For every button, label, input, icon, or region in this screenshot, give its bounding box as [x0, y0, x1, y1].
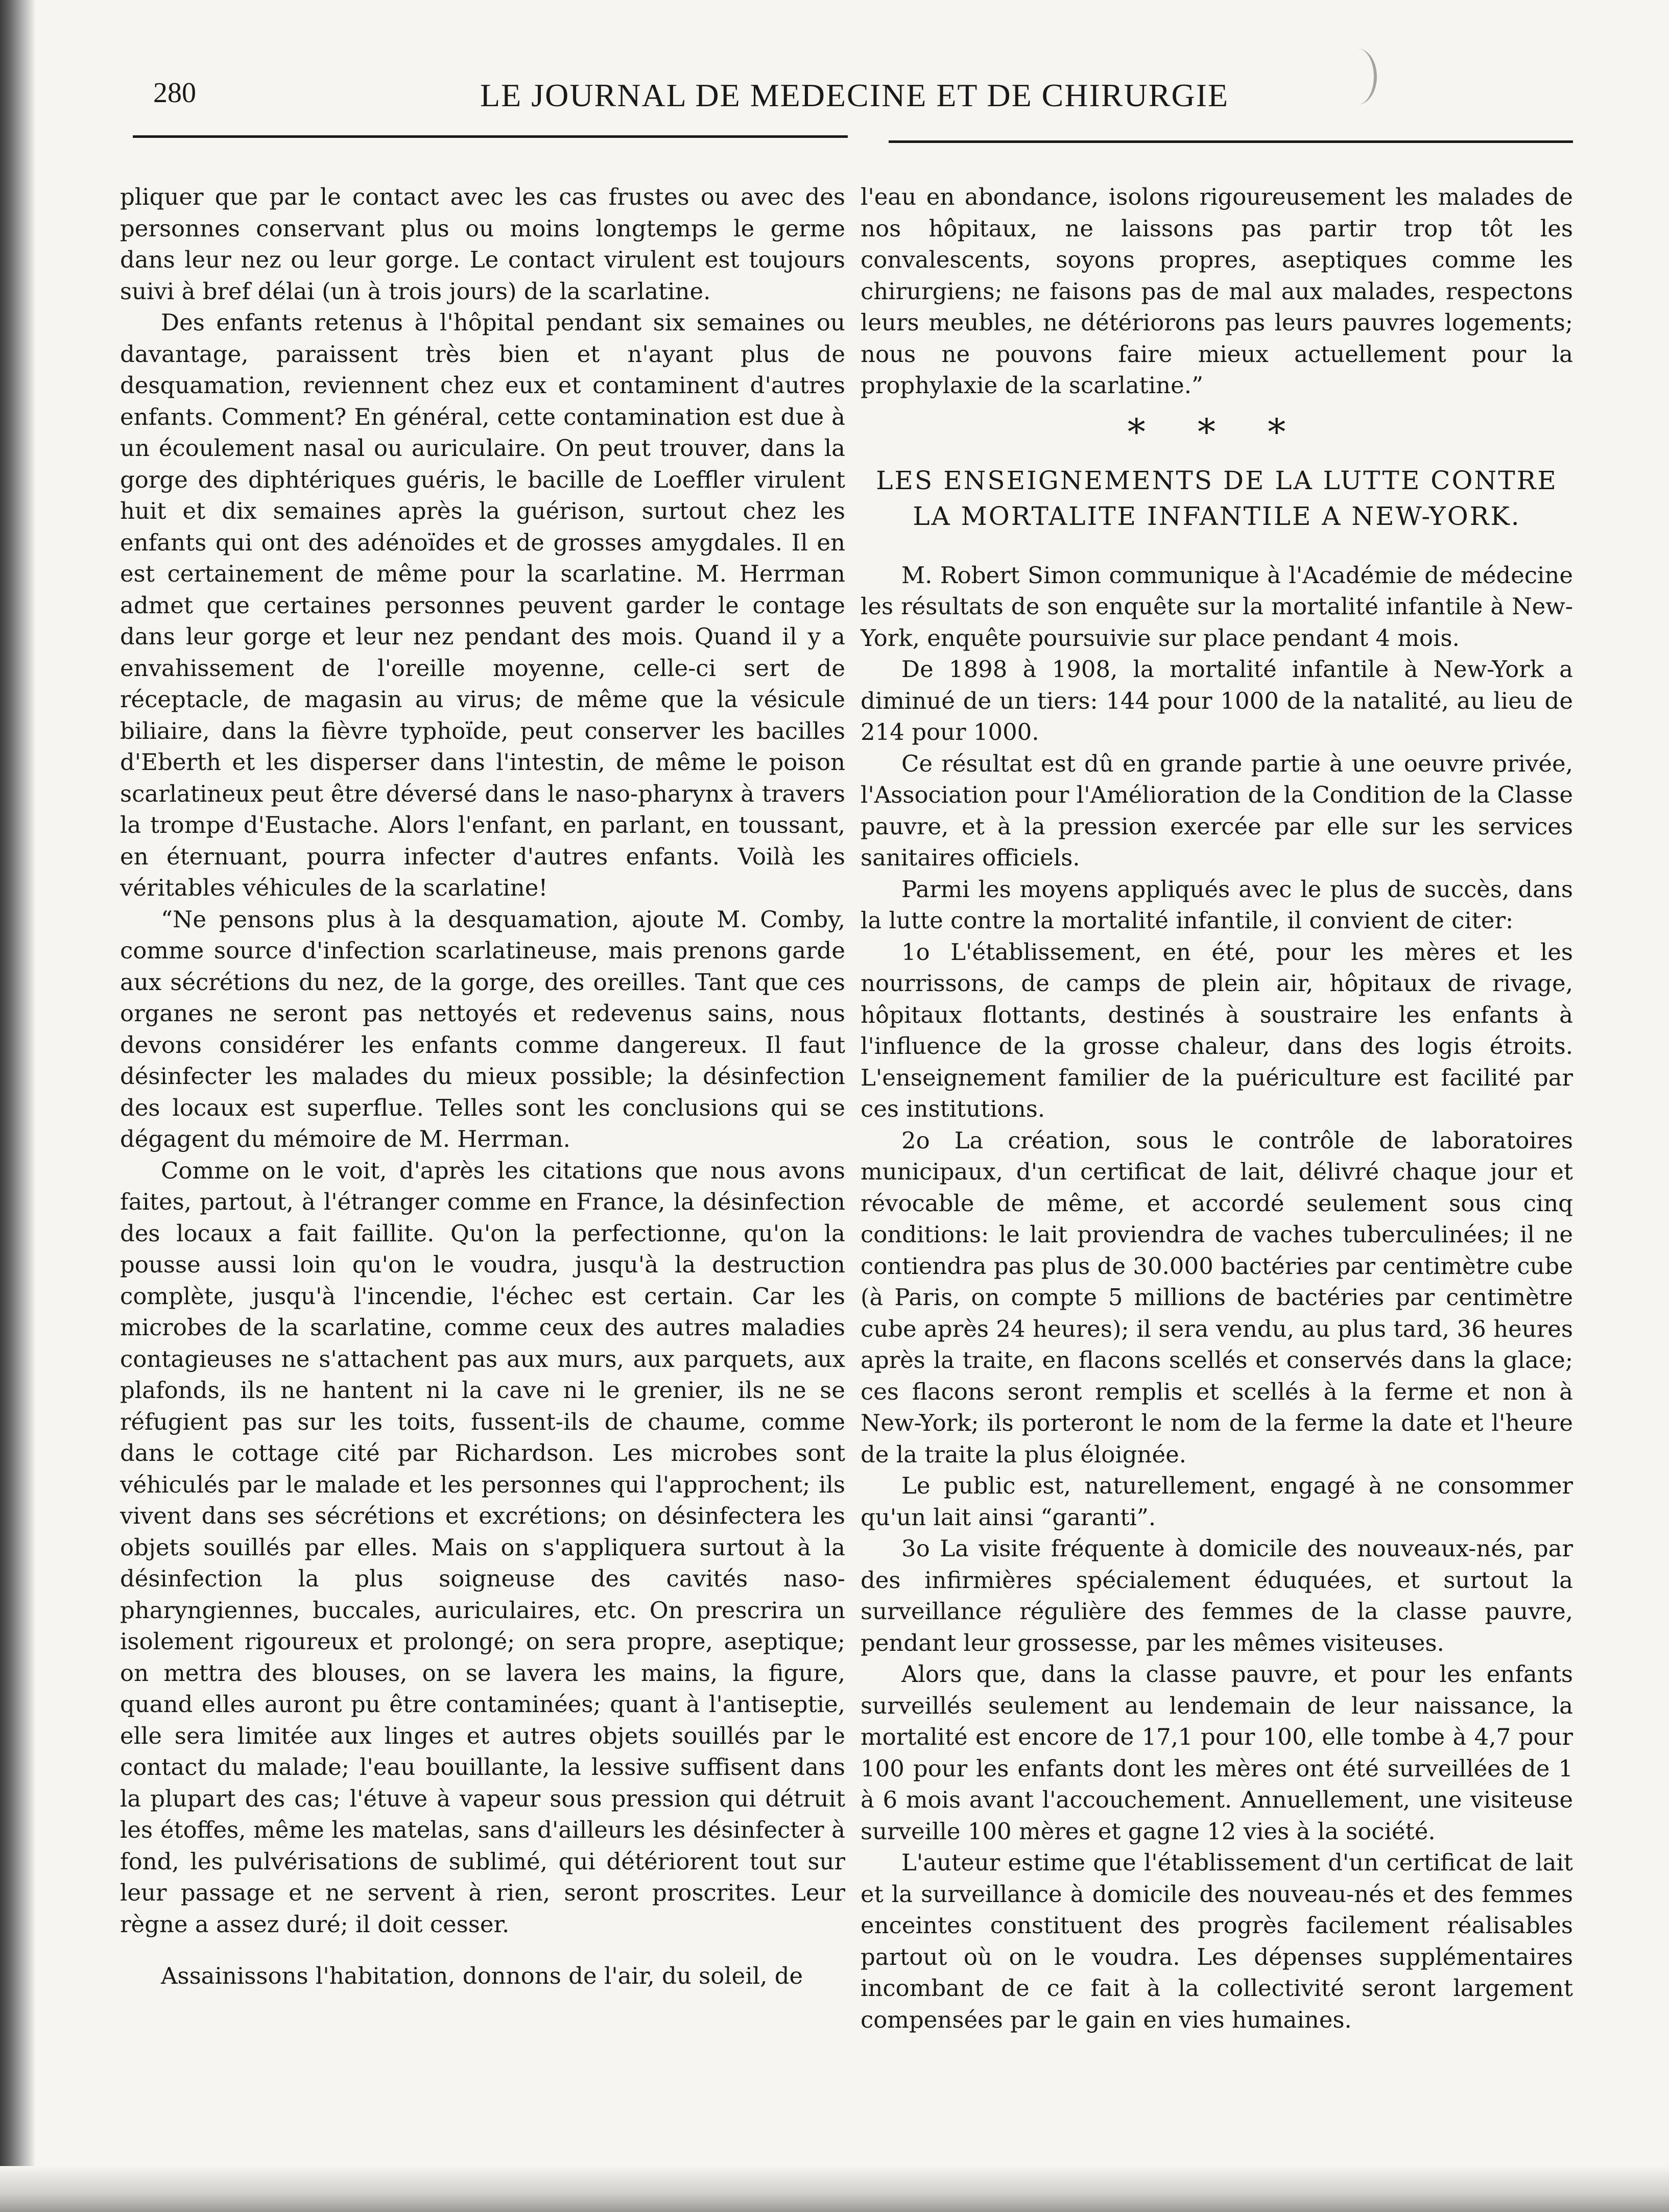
paragraph: Parmi les moyens appliqués avec le plus de succès, dans la lutte contre la mortalité infantile, il convient de citer: — [861, 875, 1573, 934]
paragraph: Alors que, dans la classe pauvre, et pour les enfants surveillés seulement au lendemain de leur naissance, la mortalité est encore de 17,1 pour 100, elle tombe à 4,7 pour 100 pour les enfants dont les mères ont été surveillées de 1 à 6 mois avant l'accouchement. Annuellement, une visiteuse surveille 100 mères et gagne 12 vies à la société. — [861, 1661, 1573, 1845]
left-column — [120, 181, 845, 1992]
paragraph: L'auteur estime que l'établissement d'un certificat de lait et la surveillance à domicile des nouveau-nés et des femmes enceintes constituent des progrès facilement réalisables partout où on le voudra. Les dépenses supplémentaires incombant de ce fait à la collectivité seront largement compensées par le gain en vies humaines. — [861, 1849, 1573, 2033]
paragraph: Comme on le voit, d'après les citations que nous avons faites, partout, à l'étranger comme en France, la désinfection des locaux a fait faillite. Qu'on la perfectionne, qu'on la pousse aussi loin qu'on le voudra, jusqu'à la destruction complète, jusqu'à l'incendie, l'échec est certain. Car les microbes de la scarlatine, comme ceux des autres maladies contagieuses ne s'attachent pas aux murs, aux parquets, aux plafonds, ils ne hantent ni la cave ni le grenier, ils ne se réfugient pas sur les toits, fussent-ils de chaume, comme dans le cottage cité par Richardson. Les microbes sont véhiculés par le malade et les personnes qui l'approchent; ils vivent dans ses sécrétions et excrétions; on désinfectera les objets souillés par elles. Mais on s'appliquera surtout à la désinfection la plus soigneuse des cavités naso-pharyngiennes, buccales, auriculaires, etc. On prescrira un isolement rigoureux et prolongé; on sera propre, aseptique; on mettra des blouses, on se lavera les mains, la figure, quand elles auront pu être contaminées; quant à l'antiseptie, elle sera limitée aux linges et autres objets souillés par le contact du malade; l'eau bouillante, la lessive suffisent dans la plupart des cas; l'étuve à vapeur sous pression qui détruit les étoffes, même les matelas, sans d'ailleurs les désinfecter à fond, les pulvérisations de sublimé, qui détériorent tout sur leur passage et ne servent à rien, seront proscrites. Leur règne a assez duré; il doit cesser. — [120, 1157, 845, 1938]
article-title — [861, 463, 1573, 534]
paragraph: “Ne pensons plus à la desquamation, ajoute M. Comby, comme source d'infection scarlatineuse, mais prenons garde aux sécrétions du nez, de la gorge, des oreilles. Tant que ces organes ne seront pas nettoyés et redevenus sains, nous devons considérer les enfants comme dangereux. Il faut désinfecter les malades du mieux possible; la désinfection des locaux est superflue. Telles sont les conclusions qui se dégagent du mémoire de M. Herrman. — [120, 905, 845, 1152]
paragraph: De 1898 à 1908, la mortalité infantile à New-York a diminué de un tiers: 144 pour 1000 de la natalité, au lieu de 214 pour 1000. — [861, 656, 1573, 746]
header-rule-left — [133, 135, 848, 138]
page-number: 280 — [153, 77, 196, 109]
scan-bottom-edge — [0, 2166, 1669, 2212]
right-column — [861, 181, 1573, 2035]
paragraph: Le public est, naturellement, engagé à ne consommer qu'un lait ainsi “garanti”. — [861, 1472, 1573, 1531]
paragraph: M. Robert Simon communique à l'Académie de médecine les résultats de son enquête sur la mortalité infantile à New-York, enquête poursuivie sur place pendant 4 mois. — [861, 561, 1573, 652]
paragraph: 2o La création, sous le contrôle de laboratoires municipaux, d'un certificat de lait, délivré chaque jour et révocable de même, et accordé seulement sous cinq conditions: le lait proviendra de vaches tuberculinées; il ne contiendra pas plus de 30.000 bactéries par centimètre cube (à Paris, on compte 5 millions de bactéries par centimètre cube après 24 heures); il sera vendu, au plus tard, 36 heures après la traite, en flacons scellés et conservés dans la glace; ces flacons seront remplis et scellés à la ferme et non à New-York; ils porteront le nom de la ferme la date et l'heure de la traite la plus éloignée. — [861, 1126, 1573, 1468]
paragraph: pliquer que par le contact avec les cas frustes ou avec des personnes conservant plus ou moins longtemps le germe dans leur nez ou leur gorge. Le contact virulent est toujours suivi à bref délai (un à trois jours) de la scarlatine. — [120, 183, 845, 305]
article-title-line: LA MORTALITE INFANTILE A NEW-YORK. — [913, 501, 1521, 531]
journal-title: LE JOURNAL DE MEDECINE ET DE CHIRURGIE — [480, 77, 1229, 113]
section-separator: * * * — [1127, 411, 1306, 453]
header-rule-right — [889, 140, 1573, 143]
paragraph: 1o L'établissement, en été, pour les mères et les nourrissons, de camps de plein air, hôpitaux de rivage, hôpitaux flottants, destinés à soustraire les enfants à l'influence de la grosse chaleur, dans des logis étroits. L'enseignement familier de la puériculture est facilité par ces institutions. — [861, 938, 1573, 1122]
paragraph: 3o La visite fréquente à domicile des nouveaux-nés, par des infirmières spécialement éduquées, et surtout la surveillance régulière des femmes de la classe pauvre, pendant leur grossesse, par les mêmes visiteuses. — [861, 1535, 1573, 1656]
scan-page-edge — [0, 0, 36, 2212]
paragraph: Des enfants retenus à l'hôpital pendant six semaines ou davantage, paraissent très bien et n'ayant plus de desquamation, reviennent chez eux et contaminent d'autres enfants. Comment? En général, cette contamination est due à un écoulement nasal ou auriculaire. On peut trouver, dans la gorge des diphtériques guéris, le bacille de Loeffler virulent huit et dix semaines après la guérison, surtout chez les enfants qui ont des adénoïdes et de grosses amygdales. Il en est certainement de même pour la scarlatine. M. Herrman admet que certaines personnes peuvent garder le contage dans leur gorge et leur nez pendant des mois. Quand il y a envahissement de l'oreille moyenne, celle-ci sert de réceptacle, de magasin au virus; de même que la vésicule biliaire, dans la fièvre typhoïde, peut conserver les bacilles d'Eberth et les disperser dans l'intestin, de même le poison scarlatineux peut être déversé dans le naso-pharynx à travers la trompe d'Eustache. Alors l'enfant, en parlant, en toussant, en éternuant, pourra infecter d'autres enfants. Voilà les véritables véhicules de la scarlatine! — [120, 309, 845, 901]
article-title-line: LES ENSEIGNEMENTS DE LA LUTTE CONTRE — [876, 465, 1558, 495]
page-header — [153, 77, 1573, 123]
paragraph: l'eau en abondance, isolons rigoureusement les malades de nos hôpitaux, ne laissons pas partir trop tôt les convalescents, soyons propres, aseptiques comme les chirurgiens; ne faisons pas de mal aux malades, respectons leurs meubles, ne détériorons pas leurs pauvres logements; nous ne pouvons faire mieux actuellement pour la prophylaxie de la scarlatine.” — [861, 183, 1573, 399]
paragraph: Ce résultat est dû en grande partie à une oeuvre privée, l'Association pour l'Amélioration de la Condition de la Classe pauvre, et à la pression exercée par elle sur les services sanitaires officiels. — [861, 750, 1573, 871]
paragraph: Assainissons l'habitation, donnons de l'air, du soleil, de — [161, 1962, 803, 1989]
